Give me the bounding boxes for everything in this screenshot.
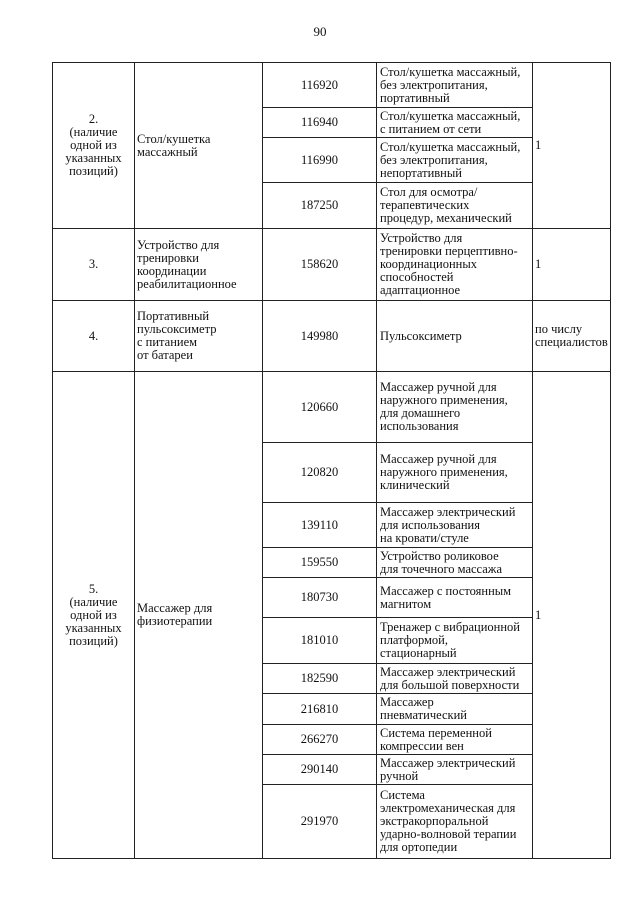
equipment-table [52, 62, 611, 859]
equipment-name: Портативный пульсоксиметр с питанием от батареи [135, 301, 263, 372]
equipment-code: 180730 [263, 578, 377, 618]
equipment-quantity: по числу специалистов [533, 301, 611, 372]
equipment-code: 158620 [263, 229, 377, 301]
page-number: 90 [313, 24, 327, 39]
equipment-code: 120820 [263, 443, 377, 503]
table-row [53, 372, 611, 443]
equipment-code: 116990 [263, 138, 377, 183]
item-number: 2. (наличие одной из указанных позиций) [53, 63, 135, 229]
equipment-code: 266270 [263, 725, 377, 755]
equipment-description: Пульсоксиметр [377, 301, 533, 372]
equipment-code: 182590 [263, 664, 377, 694]
equipment-code: 291970 [263, 785, 377, 859]
equipment-code: 187250 [263, 183, 377, 229]
equipment-code: 116920 [263, 63, 377, 108]
equipment-description: Массажер с постоянным магнитом [377, 578, 533, 618]
equipment-code: 216810 [263, 694, 377, 725]
table-row [53, 229, 611, 301]
equipment-name: Массажер для физиотерапии [135, 372, 263, 859]
equipment-description: Стол/кушетка массажный, с питанием от сети [377, 108, 533, 138]
equipment-description: Тренажер с вибрационной платформой, стационарный [377, 618, 533, 664]
equipment-description: Массажер электрический для большой поверхности [377, 664, 533, 694]
equipment-description: Массажер электрический для использования на кровати/стуле [377, 503, 533, 548]
equipment-code: 290140 [263, 755, 377, 785]
equipment-description: Система переменной компрессии вен [377, 725, 533, 755]
table-row [53, 301, 611, 372]
equipment-description: Устройство роликовое для точечного массажа [377, 548, 533, 578]
equipment-code: 139110 [263, 503, 377, 548]
equipment-description: Массажер ручной для наружного применения, клинический [377, 443, 533, 503]
item-number: 3. [53, 229, 135, 301]
equipment-name: Устройство для тренировки координации реабилитационное [135, 229, 263, 301]
equipment-description: Массажер электрический ручной [377, 755, 533, 785]
equipment-description: Массажер пневматический [377, 694, 533, 725]
equipment-name: Стол/кушетка массажный [135, 63, 263, 229]
equipment-description: Стол/кушетка массажный, без электропитания, непортативный [377, 138, 533, 183]
equipment-description: Устройство для тренировки перцептивно- координационных способностей адаптационное [377, 229, 533, 301]
item-number: 4. [53, 301, 135, 372]
equipment-code: 159550 [263, 548, 377, 578]
equipment-code: 116940 [263, 108, 377, 138]
equipment-quantity: 1 [533, 372, 611, 859]
item-number: 5. (наличие одной из указанных позиций) [53, 372, 135, 859]
equipment-code: 149980 [263, 301, 377, 372]
table-row [53, 63, 611, 108]
equipment-quantity: 1 [533, 229, 611, 301]
equipment-description: Система электромеханическая для экстракорпоральной ударно-волновой терапии для ортопедии [377, 785, 533, 859]
equipment-quantity: 1 [533, 63, 611, 229]
equipment-description: Стол/кушетка массажный, без электропитания, портативный [377, 63, 533, 108]
equipment-code: 181010 [263, 618, 377, 664]
equipment-code: 120660 [263, 372, 377, 443]
equipment-description: Массажер ручной для наружного применения, для домашнего использования [377, 372, 533, 443]
equipment-description: Стол для осмотра/ терапевтических процедур, механический [377, 183, 533, 229]
